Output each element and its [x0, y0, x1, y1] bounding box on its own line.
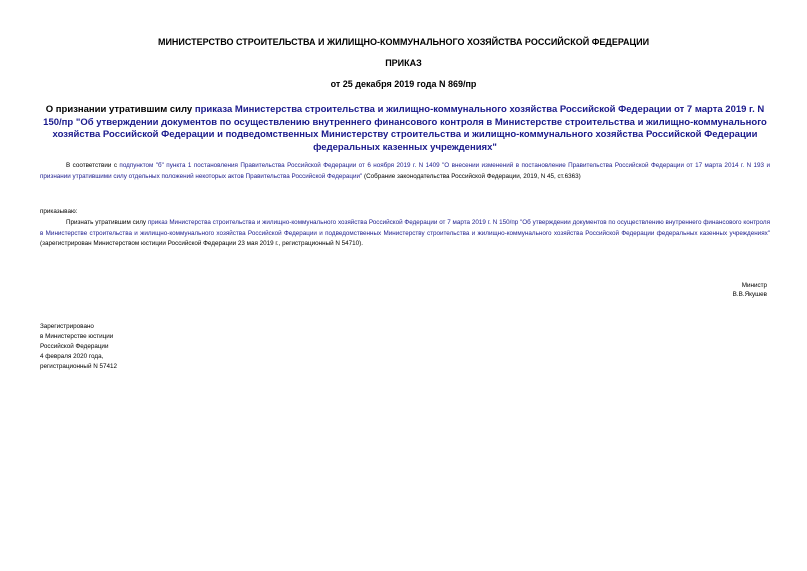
document-heading: [40, 104, 770, 154]
document-date-number: от 25 декабря 2019 года N 869/пр: [330, 79, 477, 89]
paragraph-order-text-1: Признать утратившим силу: [66, 219, 148, 226]
signature-position: Министр: [741, 282, 767, 289]
prikazyvayu-label: приказываю:: [40, 208, 78, 215]
paragraph-order-text-2: (зарегистрирован Министерством юстиции Российской Федерации 23 мая 2019 г., регистрационный N 54710).: [40, 240, 364, 247]
paragraph-basis-text-2: (Собрание законодательства Российской Федерации, 2019, N 45, ст.6363): [362, 172, 581, 180]
signature-name: В.В.Якушев: [732, 291, 767, 298]
ministry-title: МИНИСТЕРСТВО СТРОИТЕЛЬСТВА И ЖИЛИЩНО-КОММУНАЛЬНОГО ХОЗЯЙСТВА РОССИЙСКОЙ ФЕДЕРАЦИИ: [157, 37, 650, 47]
paragraph-basis-link[interactable]: подпунктом "б" пункта 1 постановления Правительства Российской Федерации от 6 ноября 2019 г. N 1409 "О внесении изменений в постановление Правительства Российской Федерации от 17 марта 2014 г. N 193 и признании утратившими силу отдельных положений некоторых актов Правительства Российской Федерации": [40, 162, 771, 180]
document-type: ПРИКАЗ: [385, 58, 422, 68]
registration-line-3: Российской Федерации: [40, 343, 109, 350]
registration-line-2: в Министерстве юстиции: [40, 333, 114, 340]
paragraph-order-link[interactable]: приказ Министерства строительства и жилищно-коммунального хозяйства Российской Федерации от 7 марта 2019 г. N 150/пр "Об утверждении документов по осуществлению внутреннего финансового контроля в Министерстве строительства и жилищно-коммунального хозяйства Российской Федерации и подведомственных Министерству строительства и жилищно-коммунального хозяйства Российской Федерации федеральных казенных учреждениях": [40, 219, 771, 237]
heading-link[interactable]: приказа Министерства строительства и жилищно-коммунального хозяйства Российской Федерации от 7 марта 2019 г. N 150/пр "Об утверждении документов по осуществлению внутреннего финансового контроля в Министерстве строительства и жилищно-коммунального хозяйства Российской Федерации и подведомственных Министерству строительства и жилищно-коммунального хозяйства Российской Федерации федеральных казенных учреждениях": [43, 104, 767, 153]
paragraph-order: [40, 218, 770, 250]
paragraph-basis: [40, 161, 770, 182]
registration-line-1: Зарегистрировано: [40, 323, 94, 330]
paragraph-basis-text-1: В соответствии с: [66, 162, 120, 169]
heading-prefix: О признании утратившим силу: [45, 104, 195, 115]
registration-line-4: 4 февраля 2020 года,: [40, 353, 104, 360]
registration-line-5: регистрационный N 57412: [40, 363, 118, 370]
